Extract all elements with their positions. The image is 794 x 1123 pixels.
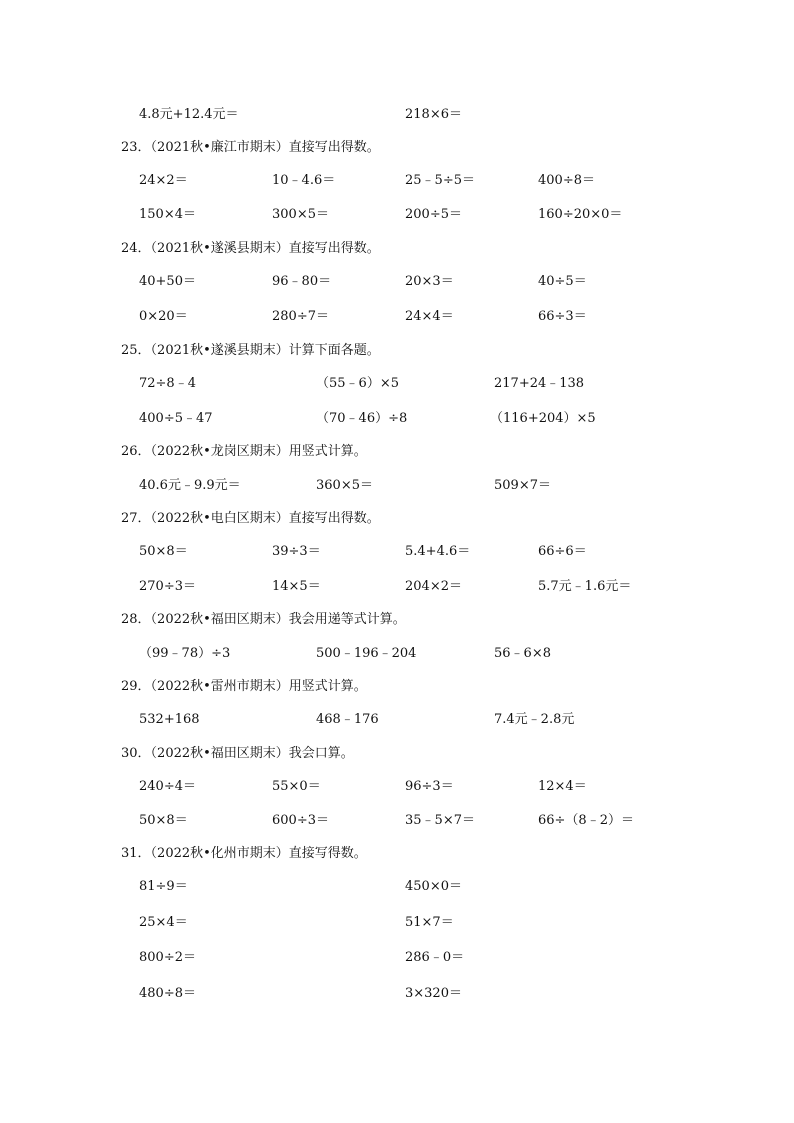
expression: 72÷8﹣4 [139,376,196,391]
expression: 150×4＝ [139,207,196,222]
expression: 39÷3＝ [272,544,321,559]
expression: 300×5＝ [272,207,329,222]
expression: 4.8元+12.4元＝ [139,107,239,122]
expression: 500﹣196﹣204 [316,646,417,661]
expression: 240÷4＝ [139,779,196,794]
expression: 50×8＝ [139,544,188,559]
problem-heading: 24．（2021秋•遂溪县期末）直接写出得数。 [121,241,380,256]
expression: （116+204）×5 [490,411,596,426]
expression: 5.7元﹣1.6元＝ [538,579,632,594]
expression: 532+168 [139,712,200,727]
expression: 24×4＝ [405,309,454,324]
expression: 24×2＝ [139,173,188,188]
problem-heading: 23．（2021秋•廉江市期末）直接写出得数。 [121,140,380,155]
expression: 12×4＝ [538,779,587,794]
expression: 35﹣5×7＝ [405,813,475,828]
problem-heading: 26．（2022秋•龙岗区期末）用竖式计算。 [121,444,367,459]
problem-heading: 29．（2022秋•雷州市期末）用竖式计算。 [121,679,367,694]
expression: 286﹣0＝ [405,950,465,965]
expression: 55×0＝ [272,779,321,794]
expression: 56﹣6×8 [494,646,551,661]
expression: 14×5＝ [272,579,321,594]
expression: 5.4+4.6＝ [405,544,471,559]
expression: 360×5＝ [316,478,373,493]
expression: 218×6＝ [405,107,462,122]
expression: 66÷3＝ [538,309,587,324]
expression: 217+24﹣138 [494,376,585,391]
expression: 10﹣4.6＝ [272,173,336,188]
expression: 25×4＝ [139,915,188,930]
expression: 40+50＝ [139,274,196,289]
expression: 270÷3＝ [139,579,196,594]
expression: （55﹣6）×5 [316,376,399,391]
expression: 480÷8＝ [139,986,196,1001]
expression: 204×2＝ [405,579,462,594]
expression: 96÷3＝ [405,779,454,794]
expression: 20×3＝ [405,274,454,289]
problem-heading: 31．（2022秋•化州市期末）直接写得数。 [121,846,367,861]
expression: 450×0＝ [405,879,462,894]
expression: 25﹣5÷5＝ [405,173,475,188]
expression: 200÷5＝ [405,207,462,222]
expression: 468﹣176 [316,712,379,727]
expression: 3×320＝ [405,986,462,1001]
expression: 400÷5﹣47 [139,411,213,426]
problem-heading: 30．（2022秋•福田区期末）我会口算。 [121,746,354,761]
expression: 66÷（8﹣2）＝ [538,813,634,828]
expression: 800÷2＝ [139,950,196,965]
expression: 509×7＝ [494,478,551,493]
expression: （99﹣78）÷3 [139,646,231,661]
expression: （70﹣46）÷8 [316,411,408,426]
expression: 160÷20×0＝ [538,207,623,222]
expression: 40÷5＝ [538,274,587,289]
expression: 50×8＝ [139,813,188,828]
expression: 51×7＝ [405,915,454,930]
expression: 600÷3＝ [272,813,329,828]
problem-heading: 28．（2022秋•福田区期末）我会用递等式计算。 [121,612,406,627]
expression: 81÷9＝ [139,879,188,894]
expression: 400÷8＝ [538,173,595,188]
problem-heading: 27．（2022秋•电白区期末）直接写出得数。 [121,511,380,526]
expression: 66÷6＝ [538,544,587,559]
expression: 40.6元﹣9.9元＝ [139,478,241,493]
expression: 96﹣80＝ [272,274,332,289]
expression: 280÷7＝ [272,309,329,324]
problem-heading: 25．（2021秋•遂溪县期末）计算下面各题。 [121,343,380,358]
expression: 7.4元﹣2.8元 [494,712,575,727]
expression: 0×20＝ [139,309,188,324]
